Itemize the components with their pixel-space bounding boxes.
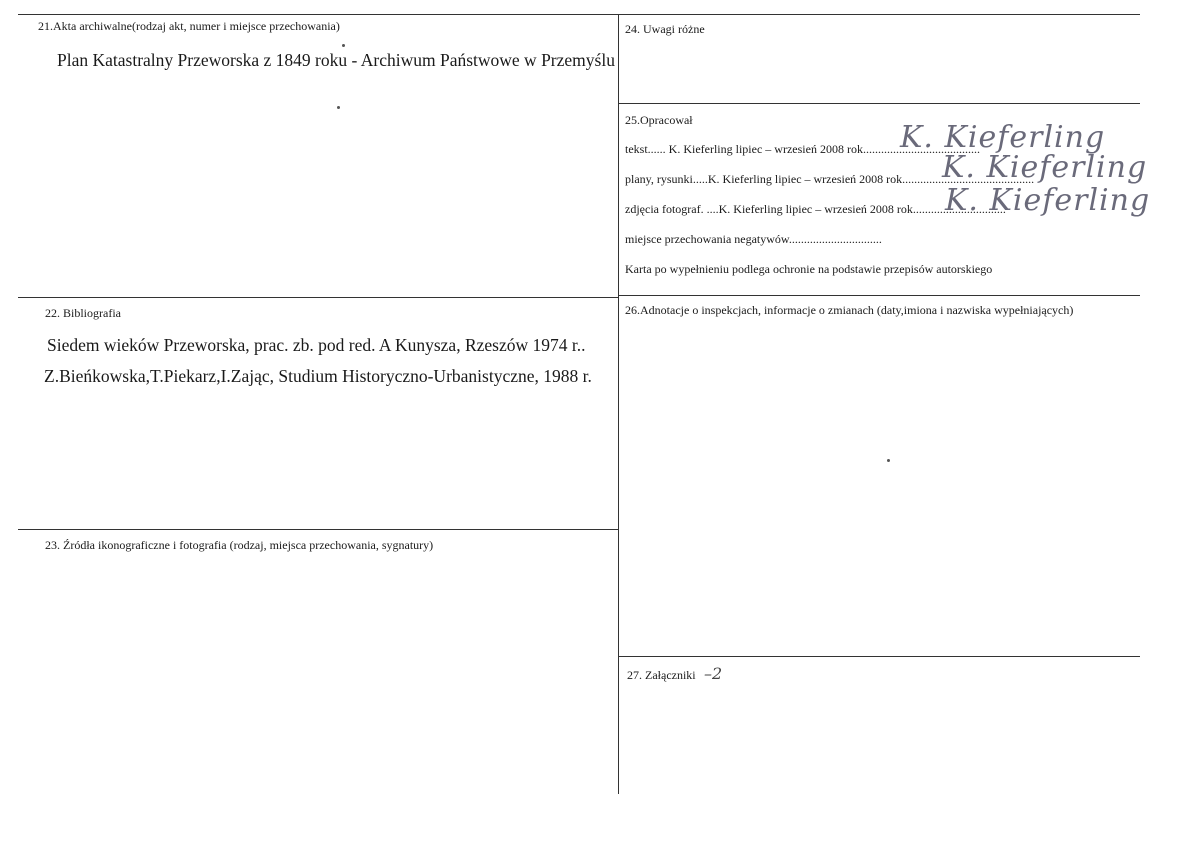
signature-drawings: K. Kieferling	[942, 150, 1148, 185]
section-22-label: 22. Bibliografia	[45, 306, 121, 320]
divider-25-26	[618, 295, 1140, 296]
section-24-label: 24. Uwagi różne	[625, 22, 705, 36]
section-27-label: 27. Załączniki	[627, 668, 696, 682]
attachments-count: –2	[704, 664, 723, 683]
column-divider	[618, 14, 619, 794]
divider-26-27	[618, 656, 1140, 657]
section-21-label: 21.Akta archiwalne(rodzaj akt, numer i miejsce przechowania)	[38, 19, 340, 33]
author-photos-line: zdjęcia fotograf. ....K. Kieferling lipiec – wrzesień 2008 rok...............................	[625, 202, 1006, 216]
bibliography-entry-1: Siedem wieków Przeworska, prac. zb. pod red. A Kunysza, Rzeszów 1974 r..	[47, 335, 586, 355]
signature-photos: K. Kieferling	[945, 183, 1151, 218]
signature-text: K. Kieferling	[900, 120, 1106, 155]
divider-24-25	[618, 103, 1140, 104]
divider-21-22	[18, 297, 618, 298]
top-rule	[18, 14, 1140, 15]
copyright-note: Karta po wypełnieniu podlega ochronie na podstawie przepisów autorskiego	[625, 262, 993, 276]
negatives-location-line: miejsce przechowania negatywów...............................	[625, 232, 882, 246]
divider-22-23	[18, 529, 618, 530]
section-25-label: 25.Opracował	[625, 113, 693, 127]
author-drawings-line: plany, rysunki.....K. Kieferling lipiec – wrzesień 2008 rok............................................	[625, 172, 1035, 186]
section-23-label: 23. Źródła ikonograficzne i fotografia (rodzaj, miejsca przechowania, sygnatury)	[45, 538, 434, 552]
section-21-value: Plan Katastralny Przeworska z 1849 roku - Archiwum Państwowe w Przemyślu	[57, 50, 615, 70]
scan-speck	[337, 106, 340, 109]
section-26-label: 26.Adnotacje o inspekcjach, informacje o zmianach (daty,imiona i nazwiska wypełniających)	[625, 303, 1074, 317]
bibliography-entry-2: Z.Bieńkowska,T.Piekarz,I.Zając, Studium Historyczno-Urbanistyczne, 1988 r.	[44, 366, 592, 386]
scan-speck	[342, 44, 345, 47]
author-text-line: tekst...... K. Kieferling lipiec – wrzesień 2008 rok.......................................	[625, 142, 980, 156]
scan-speck	[887, 459, 890, 462]
